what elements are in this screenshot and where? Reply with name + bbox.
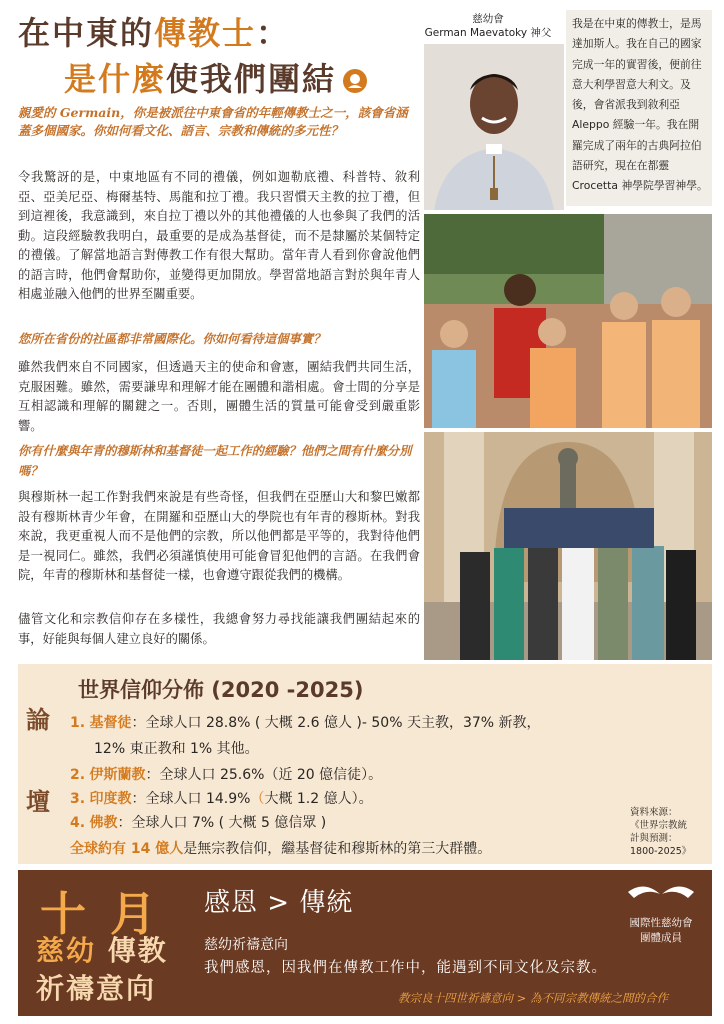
org-label <box>618 916 704 946</box>
item-text: ：全球人口 7% ( 大概 5 億信眾 ) <box>117 815 327 831</box>
forum-item-4 <box>70 812 326 832</box>
item-number: 4. <box>70 815 86 831</box>
intention-subheading: 慈幼祈禱意向 <box>204 937 288 953</box>
forum-item-3 <box>70 788 373 808</box>
intention-label <box>36 932 168 1008</box>
forum-item-2 <box>70 764 382 784</box>
item-number: 1. <box>70 715 86 731</box>
item-text: ：全球人口 28.8% ( 大概 2.6 億人 )- 50% 天主教，37% 新教， <box>131 715 541 731</box>
label-part: 傳教 <box>107 934 168 967</box>
item-text: ：全球人口 25.6%（近 20 億信徒）。 <box>145 767 383 783</box>
answer-paragraph-1: 令我驚訝的是，中東地區有不同的禮儀，例如迦勒底禮、科普特、敘利亞、亞美尼亞、梅爾基特、馬龍和拉丁禮。我只習慣天主教的拉丁禮，但到這裡後，我意識到，來自拉丁禮以外的其他禮儀的人也參與了我們的活動。這段經驗教我明白，最重要的是成為基督徒，而不是隸屬於某個特定的禮儀。了解當地語言對傳教工作有很大幫助。當年青人看到你會說他們的語言時，他們會幫助你，並變得更加開放。學習當地語言對於與年青人相處並融入他們的世界至關重要。 <box>18 170 420 301</box>
bio-box: 我是在中東的傳教士，是馬達加斯人。我在自己的國家完成一年的實習後，便前往意大利學習意大利文。及後，會省派我到敘利亞 Aleppo 經驗一年。我在開羅完成了兩年的古典阿拉伯語研究，現在在都靈 Crocetta 神學院學習神學。 <box>566 10 712 206</box>
month-label: 十月 <box>40 887 180 941</box>
summary-highlight: 全球約有 14 億人 <box>70 841 184 857</box>
label-part: 慈幼 <box>36 934 97 967</box>
portrait-caption <box>420 12 556 40</box>
question-3: 你有什麼與年青的穆斯林和基督徒一起工作的經驗？他們之間有什麼分別嗎？ <box>18 444 412 478</box>
answer-paragraph-3: 與穆斯林一起工作對我們來說是有些奇怪，但我們在亞歷山大和黎巴嫩都設有穆斯林青少年會，在開羅和亞歷山大的學院也有年青的穆斯林。對我來說，我更重視人而不是他們的宗教，所以他們都是平等的，我對待他們是一視同仁。雖然，我們必須謹慎使用可能會冒犯他們的言語。在我們會院，年青的穆斯林和基督徒一樣，也會遵守跟從我們的機構。 <box>18 490 420 582</box>
data-source <box>630 806 710 858</box>
item-text: 大概 1.2 億人）。 <box>264 791 373 807</box>
title-part: 在中東的 <box>18 14 155 52</box>
answer-paragraph-4: 儘管文化和宗教信仰存在多樣性，我總會努力尋找能讓我們團結起來的事，好能與每個人建立良好的關係。 <box>18 612 420 646</box>
forum-item-1-cont: 12% 東正教和 1% 其他。 <box>94 741 259 757</box>
item-label: 佛教 <box>89 815 118 831</box>
forum-summary <box>70 838 491 858</box>
globe-chat-icon <box>342 68 368 94</box>
portrait-illustration <box>424 44 564 210</box>
caption-org: 慈幼會 <box>472 13 504 25</box>
forum-side-label-bottom: 壇 <box>26 787 50 816</box>
org-line: 團體成員 <box>640 932 682 944</box>
photo-illustration <box>424 432 712 660</box>
page-title-line1 <box>18 8 290 54</box>
item-number: 3. <box>70 791 86 807</box>
source-line: 計與預測： <box>630 833 678 844</box>
pope-intention-footer: 教宗良十四世祈禱意向 > 為不同宗教傳統之間的合作 <box>398 991 668 1005</box>
source-line: 1800-2025》 <box>630 846 692 857</box>
org-line: 國際性慈幼會 <box>629 917 693 929</box>
source-line: 《世界宗教統 <box>630 820 688 831</box>
item-text: ：全球人口 14.9% <box>131 791 251 807</box>
item-paren: （ <box>250 791 265 807</box>
forum-title: 世界信仰分佈 (2020 -2025) <box>78 678 364 702</box>
title-dark: 使我們團結 <box>166 60 337 98</box>
intro-question: 親愛的 Germain，你是被派往中東會省的年輕傳教士之一，該會省涵蓋多個國家。你如何看文化、語言、宗教和傳統的多元性？ <box>18 105 408 138</box>
title-highlight: 傳教士 <box>154 14 257 52</box>
title-colon: ： <box>256 14 291 52</box>
forum-box <box>18 664 712 864</box>
title-part: 是什麼 <box>64 60 167 98</box>
intention-text: 我們感恩，因我們在傳教工作中，能遇到不同文化及宗教。 <box>204 960 607 976</box>
hands-logo-icon <box>626 878 696 912</box>
october-intention-band <box>18 870 712 1016</box>
question-2: 您所在省份的社區都非常國際化。你如何看待這個事實？ <box>18 332 326 346</box>
page-title-line2 <box>64 54 368 100</box>
item-number: 2. <box>70 767 86 783</box>
answer-paragraph-2: 雖然我們來自不同國家，但透過天主的使命和會憲，團結我們共同生活，克服困難。雖然，需要謙卑和理解才能在團體和諧相處。會士間的分享是互相認識和理解的關鍵之一。否則，團體生活的質量可能會受到嚴重影響。 <box>18 360 420 433</box>
item-label: 印度教 <box>89 791 132 807</box>
caption-name: German Maevatoky 神父 <box>424 27 552 39</box>
item-label: 基督徒 <box>89 715 132 731</box>
group-photo-youth <box>424 214 712 428</box>
item-label: 伊斯蘭教 <box>89 767 146 783</box>
summary-text: 是無宗教信仰，繼基督徒和穆斯林的第三大群體。 <box>183 841 492 857</box>
forum-side-label-top: 論 <box>26 705 50 734</box>
priest-portrait <box>424 44 564 210</box>
group-photo-statue <box>424 432 712 660</box>
photo-illustration <box>424 214 712 428</box>
label-part: 祈禱意向 <box>36 972 157 1005</box>
intention-heading: 感恩 > 傳統 <box>204 888 354 918</box>
source-line: 資料來源： <box>630 807 678 818</box>
forum-item-1 <box>70 712 541 732</box>
